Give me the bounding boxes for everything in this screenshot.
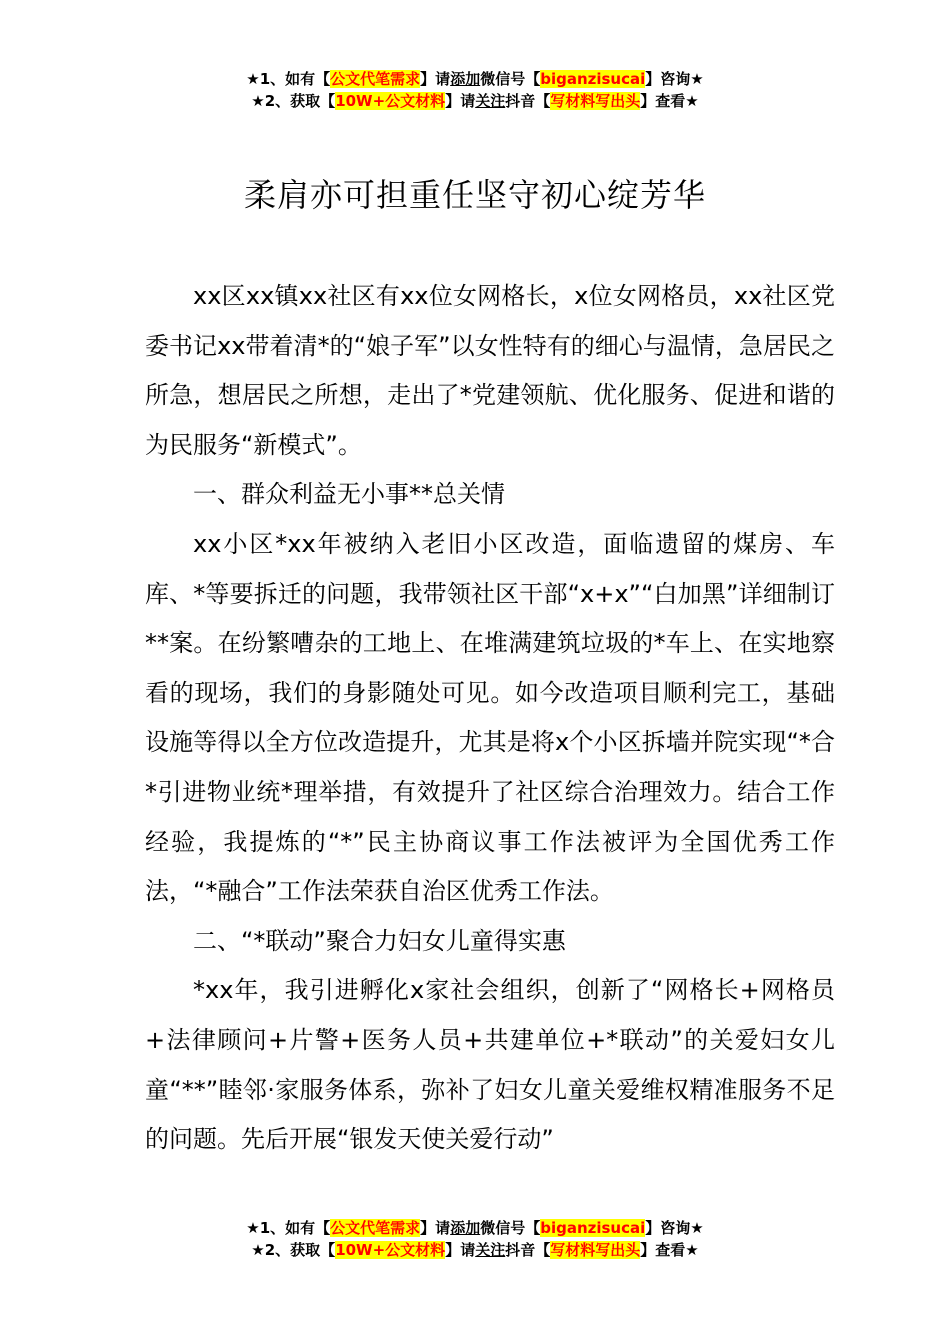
promo-text: 微信号【	[480, 70, 541, 88]
paragraph-intro: xx区xx镇xx社区有xx位女网格长，x位女网格员，xx社区党委书记xx带着清*的“娘子军”以女性特有的细心与温情，急居民之所急，想居民之所想，走出了*党建领航、优化服务、促进和谐的为民服务“新模式”。	[145, 282, 835, 459]
document-body	[145, 272, 835, 1165]
promo-suffix: 】咨询★	[645, 70, 704, 88]
promo-text: 】请	[420, 70, 451, 88]
promo-emphasis: 关注	[475, 92, 506, 110]
paragraph-section-1: xx小区*xx年被纳入老旧小区改造，面临遗留的煤房、车库、*等要拆迁的问题，我带领社区干部“x+x”“白加黑”详细制订**案。在纷繁嘈杂的工地上、在堆满建筑垃圾的*车上、在实地察看的现场，我们的身影随处可见。如今改造项目顺利完工，基础设施等得以全方位改造提升，尤其是将x个小区拆墙并院实现“*合*引进物业统*理举措，有效提升了社区综合治理效力。结合工作经验，我提炼的“*”民主协商议事工作法被评为全国优秀工作法，“*融合”工作法荣获自治区优秀工作法。	[145, 529, 835, 906]
promo-highlight: 公文代笔需求	[330, 1219, 421, 1237]
promo-text: 抖音【	[505, 1241, 551, 1259]
promo-suffix: 】查看★	[640, 92, 699, 110]
promo-highlight: 写材料写出头	[550, 1241, 641, 1259]
section-heading-1: 一、群众利益无小事**总关情	[193, 480, 505, 509]
promo-line-2	[0, 90, 950, 112]
promo-line-1	[0, 68, 950, 90]
paragraph-section-2: *xx年，我引进孵化x家社会组织，创新了“网格长+网格员+法律顾问+片警+医务人员+共建单位+*联动”的关爱妇女儿童“**”睦邻·家服务体系，弥补了妇女儿童关爱维权精准服务不足的问题。先后开展“银发天使关爱行动”	[145, 976, 835, 1154]
document-title: 柔肩亦可担重任坚守初心绽芳华	[243, 176, 706, 214]
promo-highlight: biganzisucai	[540, 1219, 646, 1237]
promo-text: 】请	[445, 92, 476, 110]
promo-text: 微信号【	[480, 1219, 541, 1237]
promo-text: 抖音【	[505, 92, 551, 110]
promo-highlight: 10W+公文材料	[335, 1241, 446, 1259]
promo-text: 】请	[420, 1219, 451, 1237]
promo-line-2	[0, 1239, 950, 1261]
promo-highlight: 写材料写出头	[550, 92, 641, 110]
promo-highlight: 10W+公文材料	[335, 92, 446, 110]
promo-prefix: ★2、获取【	[251, 1241, 336, 1259]
promo-suffix: 】咨询★	[645, 1219, 704, 1237]
promo-highlight: biganzisucai	[540, 70, 646, 88]
promo-text: 】请	[445, 1241, 476, 1259]
promo-prefix: ★1、如有【	[246, 1219, 331, 1237]
promo-emphasis: 关注	[475, 1241, 506, 1259]
promo-prefix: ★1、如有【	[246, 70, 331, 88]
promo-prefix: ★2、获取【	[251, 92, 336, 110]
promo-emphasis: 添加	[450, 70, 481, 88]
promo-highlight: 公文代笔需求	[330, 70, 421, 88]
section-heading-2: 二、“*联动”聚合力妇女儿童得实惠	[193, 926, 566, 955]
header-promo-banner	[0, 68, 950, 112]
promo-suffix: 】查看★	[640, 1241, 699, 1259]
promo-emphasis: 添加	[450, 1219, 481, 1237]
promo-line-1	[0, 1217, 950, 1239]
footer-promo-banner	[0, 1217, 950, 1261]
